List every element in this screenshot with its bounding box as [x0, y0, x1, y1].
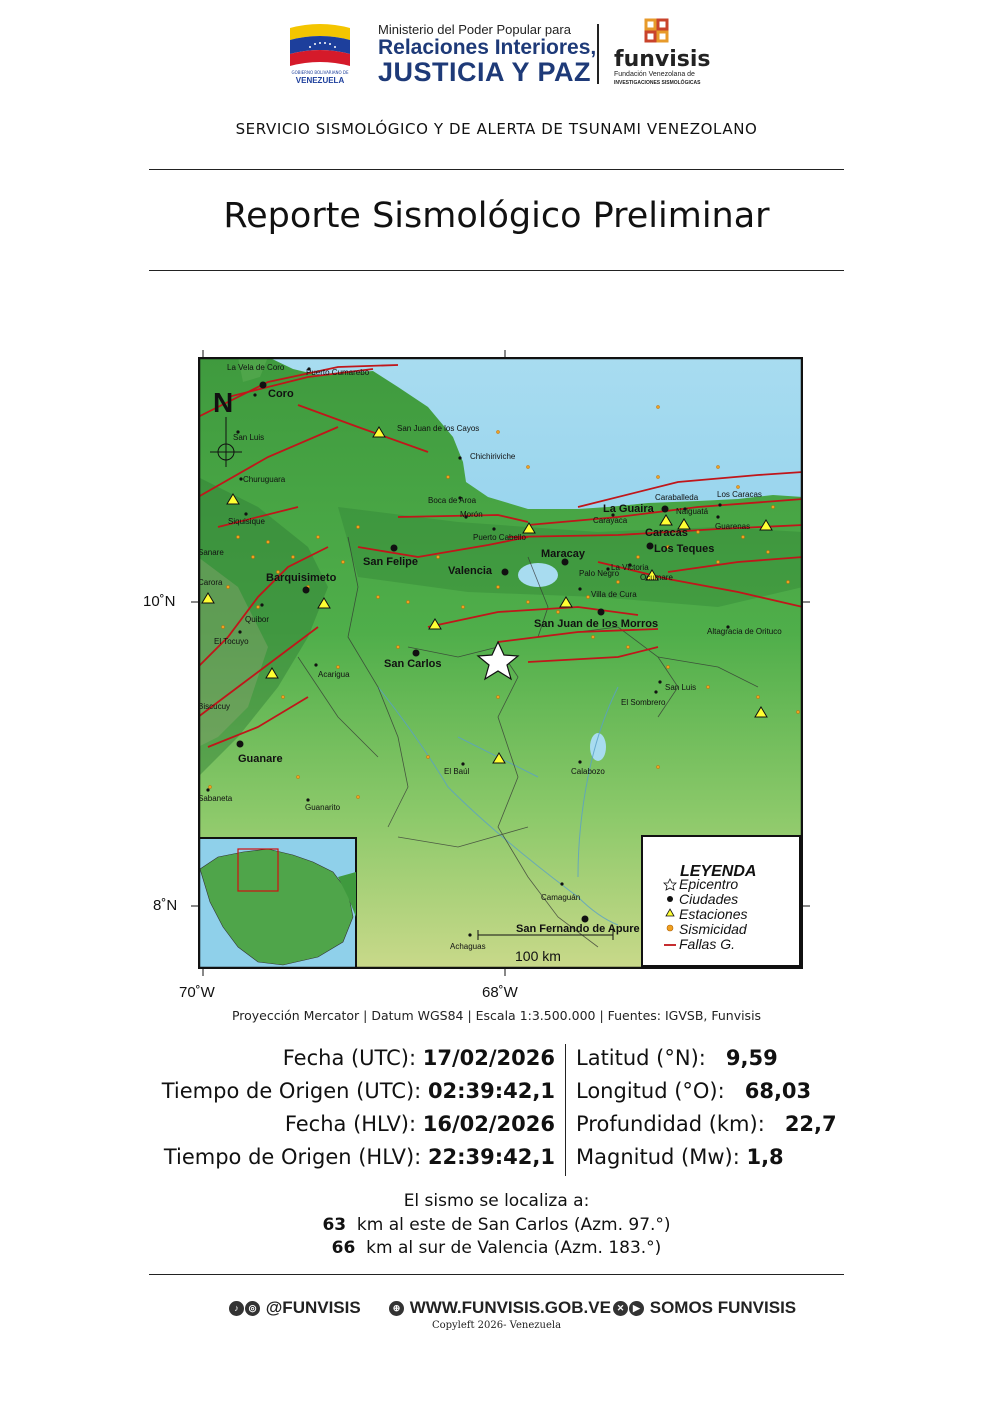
map-place-label: El Baúl: [444, 767, 470, 776]
longitud-row: [576, 1079, 811, 1103]
map-place-label: Morón: [460, 510, 483, 519]
tiktok-icon: ♪: [229, 1301, 244, 1316]
map-city-label: Coro: [268, 388, 294, 400]
map-place-label: Chichiriviche: [470, 452, 516, 461]
map-place-label: Sabaneta: [198, 794, 233, 803]
map-place-label: Achaguas: [450, 942, 486, 951]
map-city-label: San Felipe: [363, 556, 419, 568]
latitud-label: Latitud (°N):: [576, 1046, 706, 1070]
magnitud-row: [576, 1145, 784, 1169]
longitud-value: 68,03: [744, 1079, 812, 1103]
magnitud-value: 1,8: [746, 1145, 784, 1169]
map-city-label: Guanare: [238, 753, 283, 765]
map-place-label: San Luis: [665, 683, 697, 692]
footer-web-url: WWW.FUNVISIS.GOB.VE: [409, 1298, 611, 1317]
map-city-label: Los Teques: [654, 543, 715, 555]
map-city-label: Maracay: [541, 548, 586, 560]
ministry-line1: Ministerio del Poder Popular para: [378, 22, 571, 37]
map-place-label: Churuguara: [243, 475, 286, 484]
y-axis-label-8n: 8˚N: [153, 897, 178, 914]
funvisis-sub1: Fundación Venezolana de: [614, 71, 695, 78]
footer-social[interactable]: [229, 1298, 361, 1318]
copyleft: Copyleft 2026- Venezuela: [431, 1320, 562, 1331]
funvisis-sub2: INVESTIGACIONES SISMOLÓGICAS: [614, 80, 701, 86]
map-place-label: Palo Negro: [579, 569, 620, 578]
map-city-label: Barquisimeto: [266, 572, 337, 584]
map-legend: [642, 836, 800, 966]
map-place-label: El Sombrero: [621, 698, 666, 707]
footer-rule: [149, 1274, 844, 1275]
location-line-2-text: km al sur de Valencia (Azm. 183.°): [366, 1238, 662, 1258]
latitud-value: 9,59: [725, 1046, 778, 1070]
venezuela-flag-logo: [284, 20, 356, 86]
fecha-hlv-label: Fecha (HLV):: [284, 1112, 417, 1136]
youtube-icon: ▶: [629, 1301, 644, 1316]
fecha-utc-label: Fecha (UTC):: [282, 1046, 417, 1070]
map-city-label: San Juan de los Morros: [534, 618, 659, 630]
map-place-label: Caraballeda: [655, 493, 699, 502]
location-line-2: [0, 1238, 993, 1258]
map-place-label: Altagracia de Orituco: [707, 627, 782, 636]
map-place-label: Guanarito: [305, 803, 341, 812]
map-place-label: Los Caracas: [717, 490, 762, 499]
profundidad-label: Profundidad (km):: [576, 1112, 765, 1136]
footer-community-text: SOMOS FUNVISIS: [649, 1298, 797, 1317]
header-divider: [597, 24, 599, 84]
info-divider: [565, 1044, 566, 1176]
footer-web[interactable]: [389, 1298, 611, 1318]
fecha-utc-value: 17/02/2026: [422, 1046, 555, 1070]
ministry-logo: [378, 22, 597, 87]
fecha-utc-row: [283, 1046, 555, 1070]
legend-city-icon: [667, 896, 673, 902]
globe-icon: ⊕: [389, 1301, 404, 1316]
funvisis-name: funvisis: [614, 47, 711, 72]
map-place-label: Naiguatá: [676, 507, 709, 516]
funvisis-logo: [612, 18, 712, 88]
map-place-label: Puerto Cumarebo: [306, 368, 370, 377]
profundidad-row: [576, 1112, 837, 1136]
map-place-label: Puerto Cabello: [473, 533, 526, 542]
map-place-label: El Tocuyo: [214, 637, 249, 646]
footer-community[interactable]: [613, 1298, 796, 1318]
map-place-label: Quibor: [245, 615, 270, 624]
map-place-label: La Vela de Coro: [227, 363, 285, 372]
x-axis-label-68w: 68˚W: [482, 984, 518, 1001]
fecha-hlv-row: [285, 1112, 555, 1136]
map-city-label: San Fernando de Apure: [516, 923, 640, 935]
x-axis-label-70w: 70˚W: [179, 984, 215, 1001]
legend-item: Fallas G.: [679, 936, 736, 952]
flag-logo-subtitle: GOBIERNO BOLIVARIANO DE: [291, 70, 349, 75]
map-place-label: San Luis: [233, 433, 265, 442]
map-place-label: Calabozo: [571, 767, 605, 776]
map-place-label: Villa de Cura: [591, 590, 637, 599]
map-place-label: Boca de Aroa: [428, 496, 477, 505]
ministry-line3: JUSTICIA Y PAZ: [378, 57, 592, 87]
origen-hlv-value: 22:39:42,1: [427, 1145, 555, 1169]
map-place-label: Siquisique: [228, 517, 265, 526]
legend-item: Epicentro: [679, 876, 739, 892]
map-caption: Proyección Mercator | Datum WGS84 | Escala 1:3.500.000 | Fuentes: IGVSB, Funvisis: [231, 1008, 762, 1023]
ministry-line2: Relaciones Interiores,: [378, 36, 597, 59]
instagram-icon: ◎: [245, 1301, 260, 1316]
origen-hlv-row: [164, 1145, 555, 1169]
location-line-2-km: 66: [331, 1238, 356, 1258]
map-place-label: Ocumare: [640, 573, 673, 582]
map-place-label: Carayaca: [593, 516, 628, 525]
map-place-label: La Victoria: [611, 563, 649, 572]
legend-item: Ciudades: [679, 891, 739, 907]
map-place-label: San Juan de los Cayos: [397, 424, 480, 433]
map-city-label: Valencia: [448, 565, 493, 577]
fecha-hlv-value: 16/02/2026: [422, 1112, 555, 1136]
service-title: SERVICIO SISMOLÓGICO Y DE ALERTA DE TSUNAMI VENEZOLANO: [235, 120, 758, 138]
title-rule-bottom: [149, 270, 844, 271]
map-city-label: La Guaira: [603, 503, 654, 515]
report-title: Reporte Sismológico Preliminar: [223, 196, 770, 236]
map-city-label: Caracas: [645, 527, 688, 539]
origen-utc-label: Tiempo de Origen (UTC):: [161, 1079, 422, 1103]
map-city-label: San Carlos: [384, 658, 442, 670]
origen-utc-row: [162, 1079, 555, 1103]
scale-label: 100 km: [515, 948, 561, 964]
legend-item: Sismicidad: [679, 921, 747, 937]
x-icon: ✕: [613, 1301, 628, 1316]
longitud-label: Longitud (°O):: [576, 1079, 725, 1103]
legend-seismicity-icon: [667, 925, 673, 931]
map-place-label: Carora: [198, 578, 223, 587]
north-label: N: [213, 387, 234, 418]
inset-map: [198, 838, 356, 969]
map-place-label: Guarenas: [715, 522, 751, 531]
magnitud-label: Magnitud (Mw):: [576, 1145, 740, 1169]
location-intro: El sismo se localiza a:: [403, 1191, 590, 1211]
location-line-1-km: 63: [322, 1215, 347, 1235]
profundidad-value: 22,7: [784, 1112, 837, 1136]
footer-social-handle: @FUNVISIS: [265, 1298, 361, 1317]
map-place-label: Biscucuy: [198, 702, 231, 711]
map-place-label: Camaguán: [541, 893, 581, 902]
location-line-1: [0, 1215, 993, 1235]
map-place-label: Sanare: [198, 548, 224, 557]
legend-title: LEYENDA: [680, 863, 757, 880]
map-place-label: Acarigua: [318, 670, 350, 679]
y-axis-label-10n: 10˚N: [143, 593, 176, 610]
flag-caption: VENEZUELA: [295, 76, 345, 85]
legend-item: Estaciones: [679, 906, 748, 922]
origen-hlv-label: Tiempo de Origen (HLV):: [163, 1145, 422, 1169]
latitud-row: [576, 1046, 778, 1070]
title-rule-top: [149, 169, 844, 170]
location-line-1-text: km al este de San Carlos (Azm. 97.°): [356, 1215, 671, 1235]
seismic-map: [198, 357, 803, 969]
origen-utc-value: 02:39:42,1: [427, 1079, 555, 1103]
